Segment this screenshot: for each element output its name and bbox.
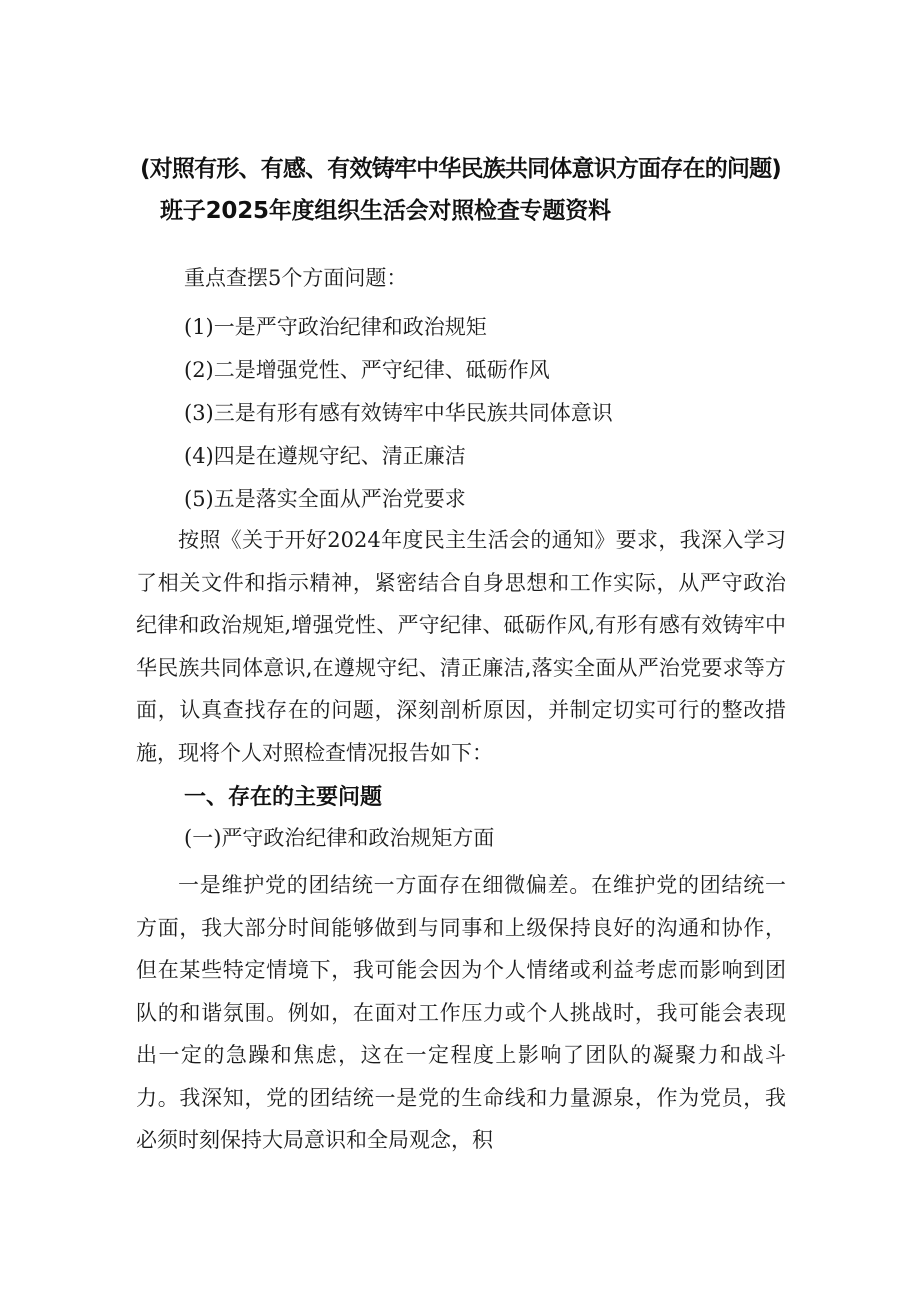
issue-item-1: (1)一是严守政治纪律和政治规矩 <box>184 315 487 339</box>
issue-list <box>184 306 613 521</box>
document-title-line-1: (对照有形、有感、有效铸牢中华民族共同体意识方面存在的问题) <box>140 156 782 182</box>
intro-paragraph: 按照《关于开好2024年度民主生活会的通知》要求，我深入学习了相关文件和指示精神，紧密结合自身思想和工作实际，从严守政治纪律和政治规矩,增强党性、严守纪律、砥砺作风,有形有感有效铸牢中华民族共同体意识,在遵规守纪、清正廉洁,落实全面从严治党要求等方面，认真查找存在的问题，深刻剖析原因，并制定切实可行的整改措施，现将个人对照检查情况报告如下： <box>136 528 786 765</box>
issue-item-2: (2)二是增强党性、严守纪律、砥砺作风 <box>184 358 550 382</box>
problem-paragraph: 一是维护党的团结统一方面存在细微偏差。在维护党的团结统一方面，我大部分时间能够做到与同事和上级保持良好的沟通和协作，但在某些特定情境下，我可能会因为个人情绪或利益考虑而影响到团队的和谐氛围。例如，在面对工作压力或个人挑战时，我可能会表现出一定的急躁和焦虑，这在一定程度上影响了团队的凝聚力和战斗力。我深知，党的团结统一是党的生命线和力量源泉，作为党员，我必须时刻保持大局意识和全局观念，积 <box>136 873 786 1152</box>
lead-sentence: 重点查摆5个方面问题： <box>184 266 408 290</box>
section-heading: 一、存在的主要问题 <box>184 785 383 810</box>
subsection-heading: (一)严守政治纪律和政治规矩方面 <box>184 826 495 850</box>
issue-item-5: (5)五是落实全面从严治党要求 <box>184 487 466 511</box>
issue-item-3: (3)三是有形有感有效铸牢中华民族共同体意识 <box>184 401 613 425</box>
issue-item-4: (4)四是在遵规守纪、清正廉洁 <box>184 444 466 468</box>
document-title-line-2: 班子2025年度组织生活会对照检查专题资料 <box>160 198 611 224</box>
